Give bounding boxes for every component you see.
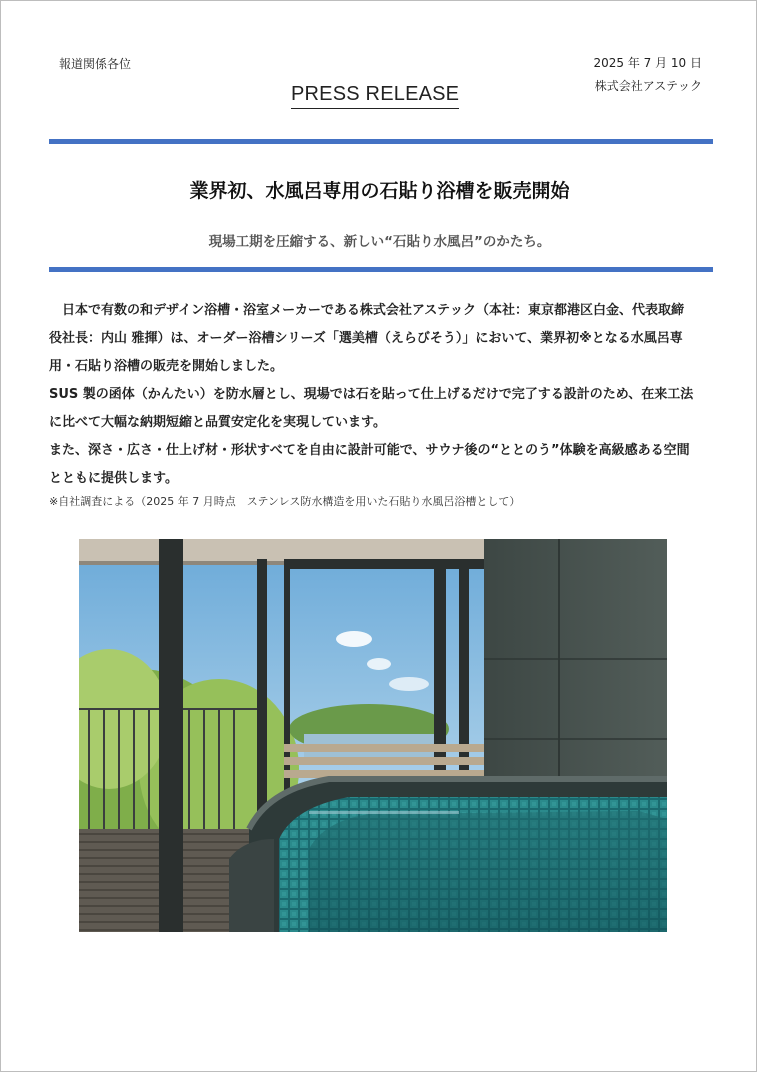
body-line: 日本で有数の和デザイン浴槽・浴室メーカーである株式会社アステック（本社：東京都港区白金、代表取締 [62,303,685,318]
company-name: 株式会社アステック [594,79,702,93]
bath-photo [79,539,667,932]
bottom-rule [49,267,713,272]
body-line: また、深さ・広さ・仕上げ材・形状すべてを自由に設計可能で、サウナ後の“ととのう”体験を高級感ある空間 [49,443,690,458]
body-line: に比べて大幅な納期短縮と品質安定化を実現しています。 [49,415,386,430]
release-date: 2025 年 7 月 10 日 [593,56,702,70]
body-text [49,297,717,493]
recipient-line: 報道関係各位 [59,57,132,71]
headline: 業界初、水風呂専用の石貼り浴槽を販売開始 [189,180,570,202]
body-line: とともに提供します。 [49,471,178,486]
subheadline: 現場工期を圧縮する、新しい“石貼り水風呂”のかたち。 [208,234,551,250]
press-release-title: PRESS RELEASE [291,83,459,109]
body-line: 役社長：内山 雅揮）は、オーダー浴槽シリーズ「選美槽（えらびそう）」において、業界初※となる水風呂専 [49,331,683,346]
body-line: SUS 製の函体（かんたい）を防水層とし、現場では石を貼って仕上げるだけで完了する設計のため、在来工法 [49,387,694,402]
body-line: 用・石貼り浴槽の販売を開始しました。 [49,359,284,374]
top-rule [49,139,713,144]
footnote: ※自社調査による（2025 年 7 月時点 ステンレス防水構造を用いた石貼り水風呂浴槽として） [49,495,521,508]
bath-photo-illustration [79,539,667,932]
